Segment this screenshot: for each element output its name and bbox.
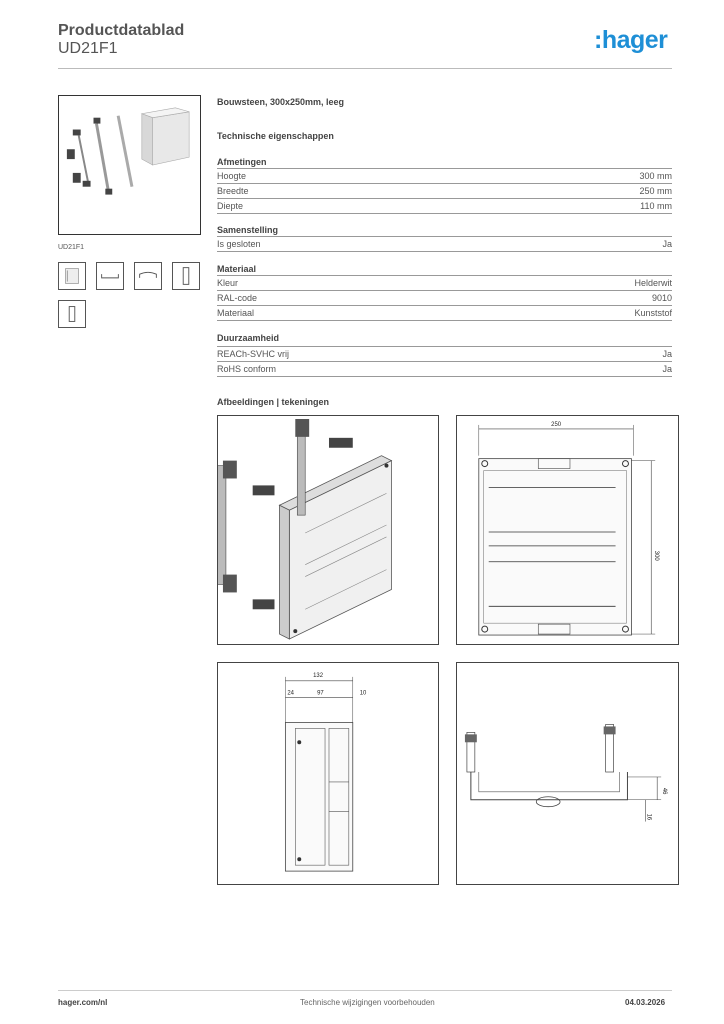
- row-key: Materiaal: [217, 308, 255, 318]
- exploded-view-icon: [218, 416, 438, 644]
- product-description: Bouwsteen, 300x250mm, leeg: [217, 97, 345, 107]
- row-value: Ja: [662, 239, 672, 249]
- thumbnail-5[interactable]: [58, 300, 86, 328]
- row-key: REACh-SVHC vrij: [217, 349, 290, 359]
- rail-thumb-icon: [59, 301, 85, 327]
- row-key: Hoogte: [217, 171, 247, 181]
- row-value: 300 mm: [639, 171, 672, 181]
- row-value: 250 mm: [639, 186, 672, 196]
- section-title-dimensions: Afmetingen: [217, 157, 267, 167]
- page-title: Productdatablad: [58, 22, 185, 39]
- drawing-bottom-view[interactable]: [456, 662, 679, 885]
- footer-website-link[interactable]: hager.com/nl: [58, 998, 108, 1007]
- front-view-thumb-icon: [59, 263, 85, 289]
- tech-properties-heading: Technische eigenschappen: [217, 131, 334, 141]
- thumbnail-4[interactable]: [172, 262, 200, 290]
- row-key: RAL-code: [217, 293, 258, 303]
- thumbnail-2[interactable]: [96, 262, 124, 290]
- front-width-label: 250: [551, 421, 562, 428]
- front-height-label: 300: [653, 550, 660, 561]
- cover-thumb-icon: [135, 263, 161, 289]
- side-c-label: 10: [359, 690, 367, 697]
- bottom-h2-label: 16: [645, 813, 652, 821]
- table-row: [217, 276, 672, 291]
- footer-note: Technische wijzigingen voorbehouden: [300, 998, 435, 1007]
- side-b-label: 97: [317, 690, 324, 697]
- row-key: Diepte: [217, 201, 244, 211]
- row-value: 9010: [651, 293, 672, 303]
- table-row: [217, 237, 672, 252]
- row-value: 110 mm: [640, 201, 672, 211]
- table-row: [217, 169, 672, 184]
- drawing-front-view[interactable]: [456, 415, 679, 645]
- thumbnail-1[interactable]: [58, 262, 86, 290]
- bracket-thumb-icon: [97, 263, 123, 289]
- image-caption: UD21F1: [58, 244, 85, 251]
- section-title-composition: Samenstelling: [217, 225, 279, 235]
- side-view-thumb-icon: [173, 263, 199, 289]
- product-code: UD21F1: [58, 40, 118, 57]
- drawings-heading: Afbeeldingen | tekeningen: [217, 397, 330, 407]
- row-value: Ja: [662, 364, 672, 374]
- row-key: RoHS conform: [217, 364, 277, 374]
- section-title-sustainability: Duurzaamheid: [217, 333, 280, 343]
- section-title-material: Materiaal: [217, 264, 257, 274]
- row-key: Breedte: [217, 186, 249, 196]
- table-row: [217, 362, 672, 377]
- side-view-dimension-icon: [218, 663, 438, 884]
- row-key: Is gesloten: [217, 239, 261, 249]
- header-divider: [58, 68, 672, 69]
- drawing-exploded-view[interactable]: [217, 415, 439, 645]
- side-total-label: 132: [313, 672, 324, 679]
- side-a-label: 24: [287, 690, 294, 697]
- table-row: [217, 184, 672, 199]
- product-photo-icon: [59, 96, 200, 234]
- hager-logo: :hager: [594, 26, 668, 54]
- thumbnail-3[interactable]: [134, 262, 162, 290]
- table-row: [217, 291, 672, 306]
- footer-date: 04.03.2026: [625, 998, 666, 1007]
- row-key: Kleur: [217, 278, 239, 288]
- row-value: Kunststof: [634, 308, 672, 318]
- table-row: [217, 199, 672, 214]
- row-value: Ja: [662, 349, 672, 359]
- bottom-h1-label: 46: [661, 787, 668, 795]
- product-main-image[interactable]: [58, 95, 201, 235]
- bottom-view-dimension-icon: [457, 663, 678, 884]
- drawing-side-view[interactable]: [217, 662, 439, 885]
- table-row: [217, 306, 672, 321]
- table-row: [217, 347, 672, 362]
- footer-divider: [58, 990, 672, 991]
- front-view-dimension-icon: [457, 416, 678, 644]
- row-value: Helderwit: [634, 278, 672, 288]
